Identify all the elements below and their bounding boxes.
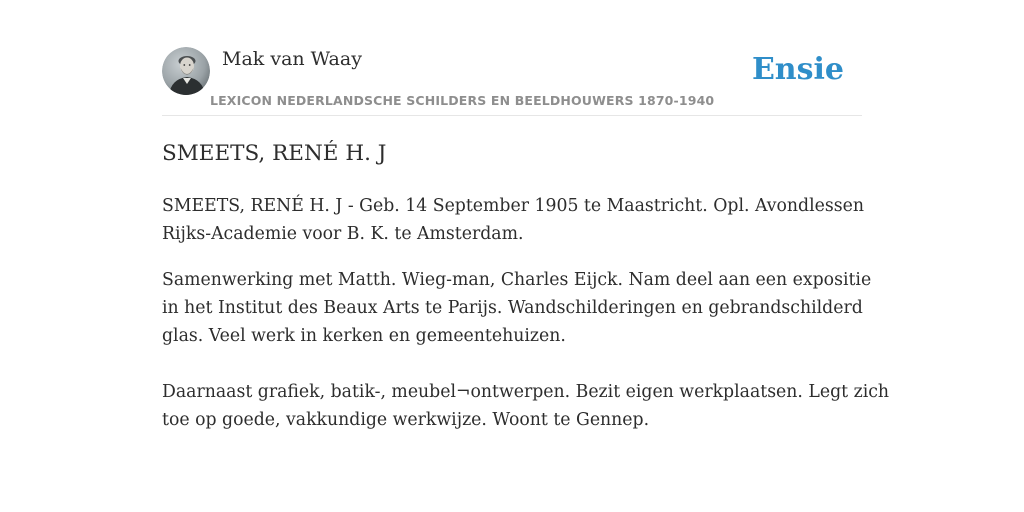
- author-name[interactable]: Mak van Waay: [222, 48, 362, 70]
- entry-title: SMEETS, RENÉ H. J: [162, 141, 387, 166]
- paragraph-line: glas. Veel werk in kerken en gemeentehuizen.: [162, 326, 566, 346]
- paragraph-line: Rijks-Academie voor B. K. te Amsterdam.: [162, 224, 524, 244]
- paragraph-line: SMEETS, RENÉ H. J - Geb. 14 September 1905 te Maastricht. Opl. Avondlessen: [162, 196, 864, 216]
- paragraph-line: toe op goede, vakkundige werkwijze. Woont te Gennep.: [162, 410, 650, 430]
- paragraph-line: Samenwerking met Matth. Wieg-man, Charles Eijck. Nam deel aan een expositie: [162, 270, 872, 290]
- author-portrait-icon: [162, 47, 210, 95]
- entry-body: [162, 192, 890, 434]
- paragraph-line: Daarnaast grafiek, batik-, meubel¬ontwerpen. Bezit eigen werkplaatsen. Legt zich: [162, 382, 890, 402]
- entry-header: [162, 46, 862, 116]
- paragraph-line: in het Institut des Beaux Arts te Parijs. Wandschilderingen en gebrandschilderd: [162, 298, 863, 318]
- author-avatar[interactable]: [162, 47, 210, 95]
- brand-logo[interactable]: Ensie: [751, 52, 844, 87]
- paragraph-gap: [162, 248, 862, 266]
- source-title[interactable]: LEXICON NEDERLANDSCHE SCHILDERS EN BEELDHOUWERS 1870-1940: [210, 93, 715, 108]
- paragraph-gap: [162, 350, 862, 378]
